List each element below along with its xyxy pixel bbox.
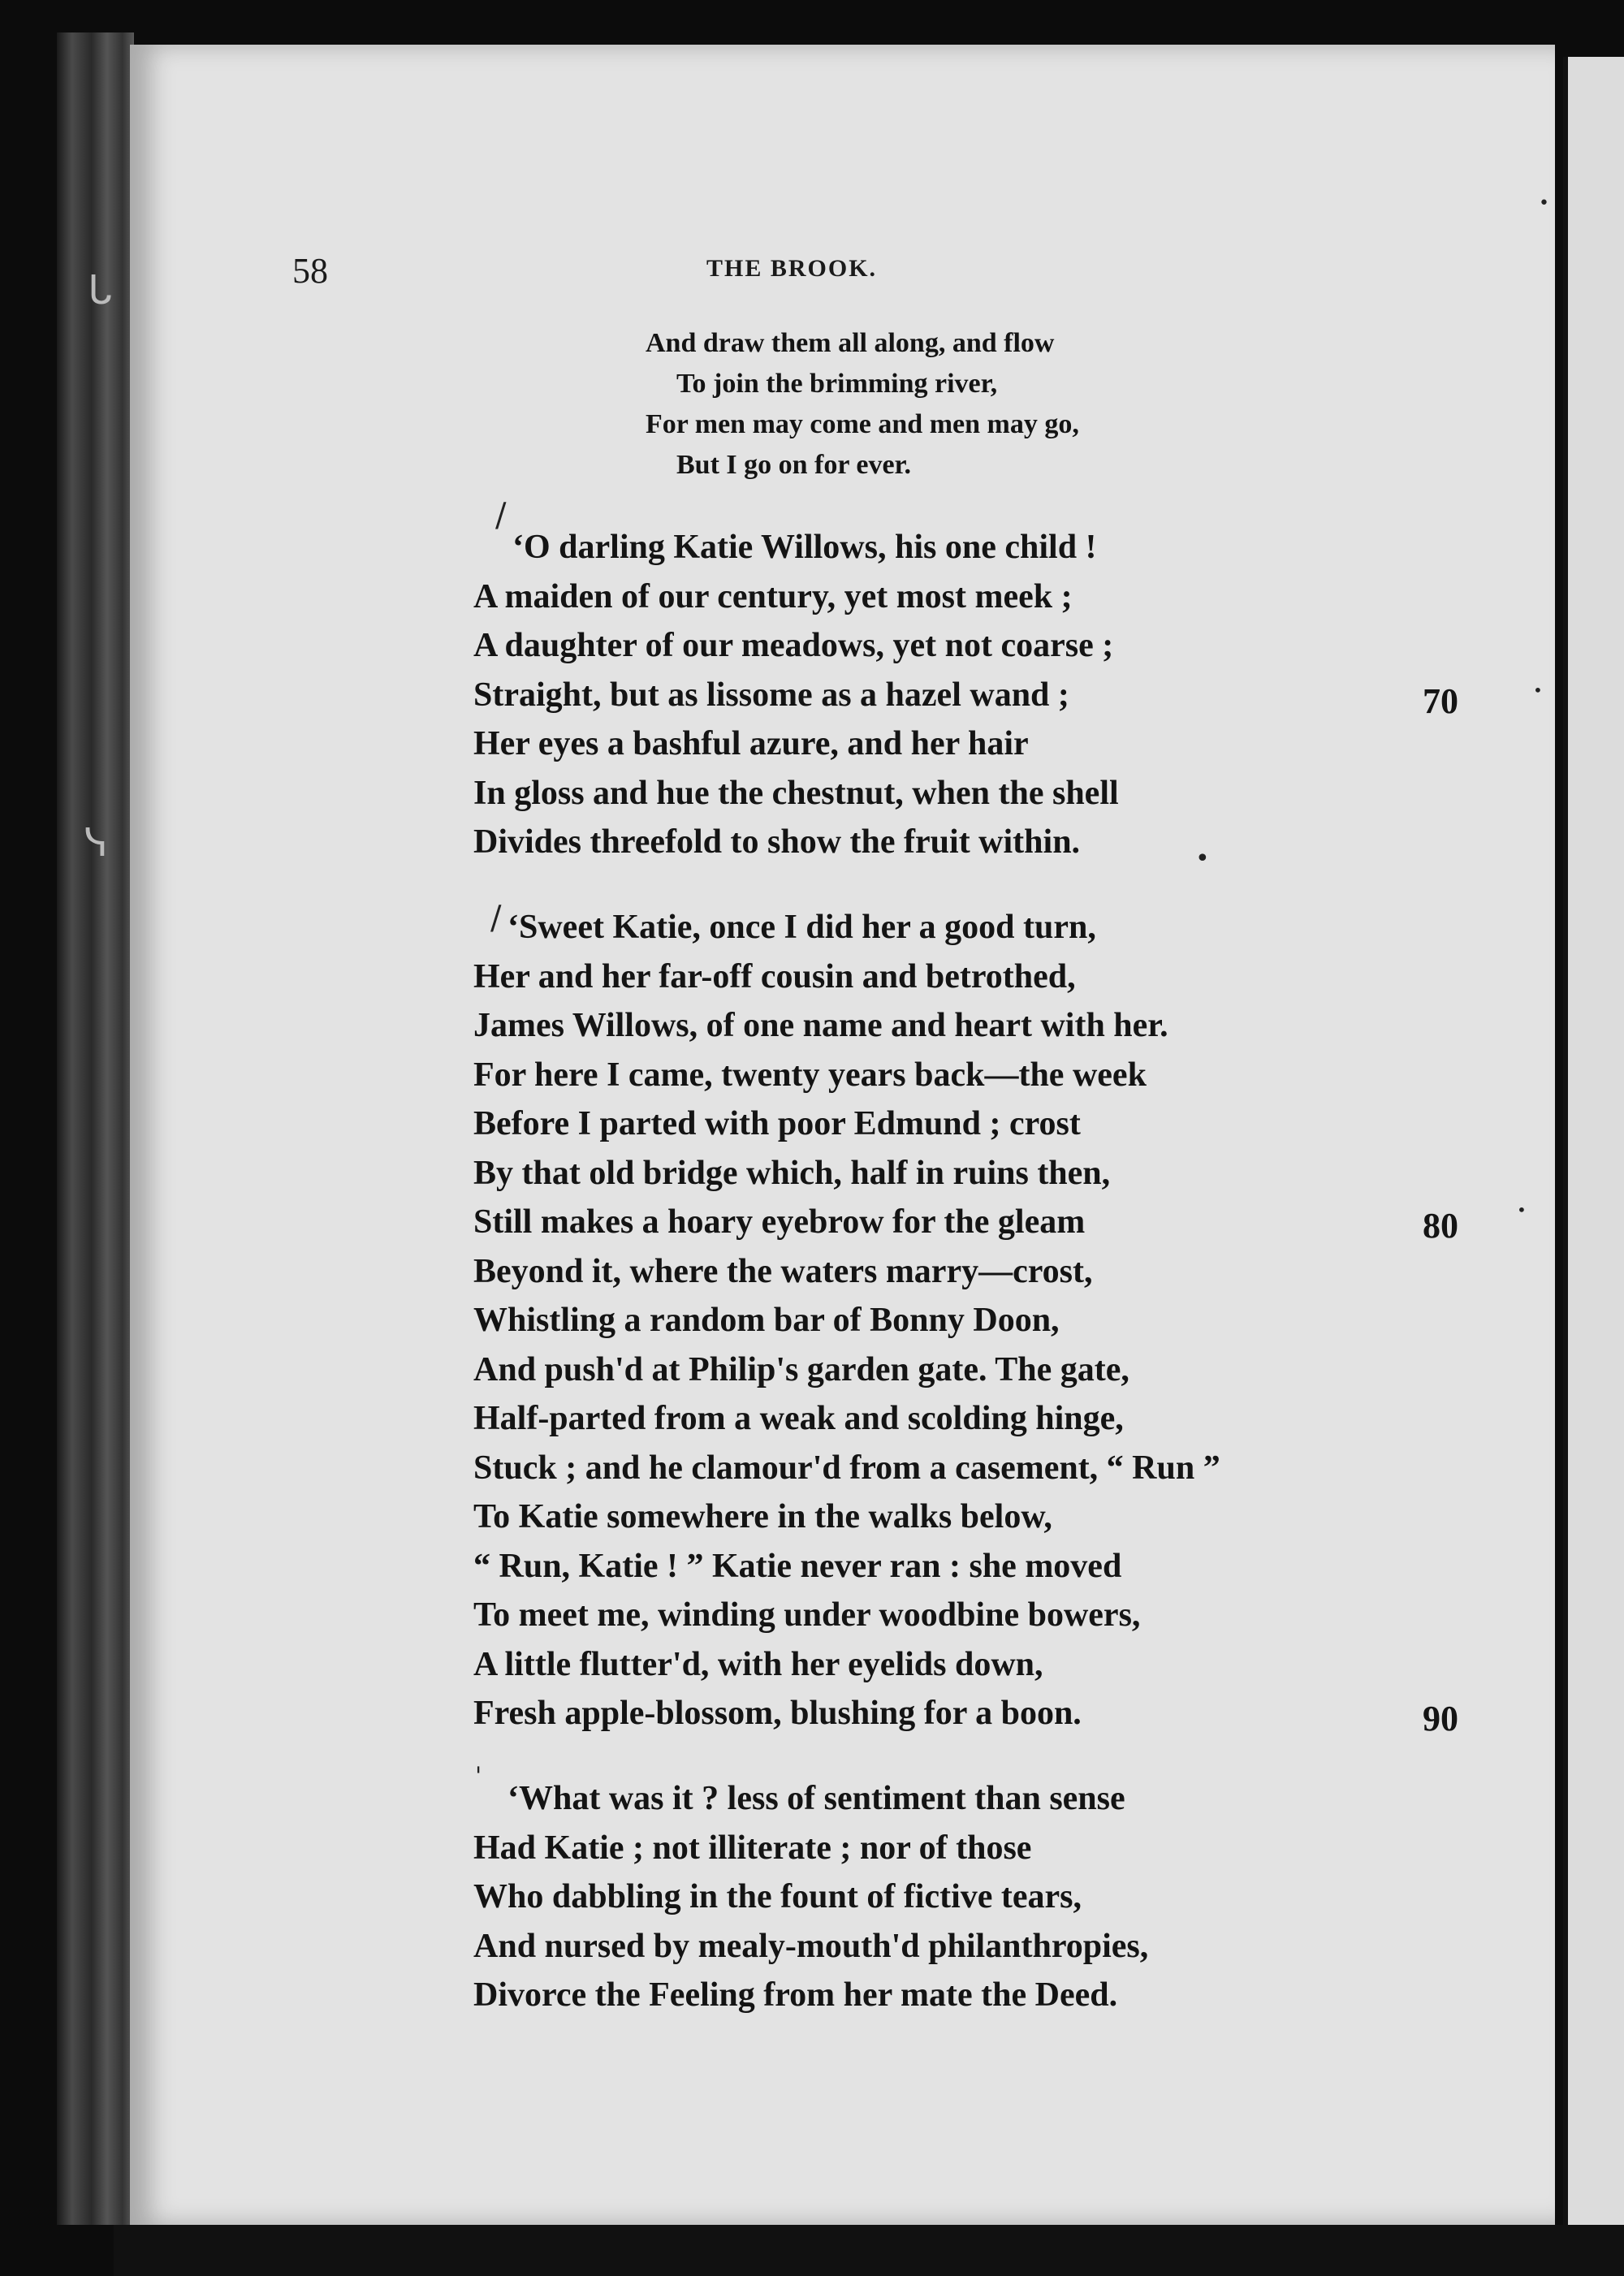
verse-line: For here I came, twenty years back—the week xyxy=(473,1056,1147,1094)
pencil-mark: / xyxy=(495,497,507,534)
verse-line: James Willows, of one name and heart with her. xyxy=(473,1007,1168,1044)
verse-line: Her and her far-off cousin and betrothed, xyxy=(473,957,1076,995)
line-number-70: 70 xyxy=(1423,681,1458,721)
verse-line: ‘Sweet Katie, once I did her a good turn, xyxy=(508,909,1096,946)
verse-line: Divorce the Feeling from her mate the Deed. xyxy=(473,1976,1118,2014)
verse-line: A little flutter'd, with her eyelids down, xyxy=(473,1645,1043,1683)
facing-page-edge xyxy=(1563,57,1624,2225)
verse-line: Stuck ; and he clamour'd from a casement, “ Run ” xyxy=(473,1449,1220,1487)
verse-line: Whistling a random bar of Bonny Doon, xyxy=(473,1302,1060,1339)
verse-line: Still makes a hoary eyebrow for the gleam xyxy=(473,1203,1086,1241)
stanza-1 xyxy=(473,523,1119,867)
running-title: THE BROOK. xyxy=(706,255,878,282)
verse-line: Half-parted from a weak and scolding hinge, xyxy=(473,1400,1124,1437)
pencil-mark: ' xyxy=(475,1762,482,1790)
verse-line: Had Katie ; not illiterate ; nor of those xyxy=(473,1829,1032,1867)
verse-line: Straight, but as lissome as a hazel wand ; xyxy=(473,676,1069,714)
verse-line: Fresh apple-blossom, blushing for a boon. xyxy=(473,1695,1082,1732)
spine-mark: ᓭ xyxy=(84,820,108,866)
verse-line: Who dabbling in the fount of fictive tears, xyxy=(473,1878,1082,1915)
stanza-2 xyxy=(473,903,1220,1738)
stray-dot: • xyxy=(1533,680,1543,700)
verse-line: A maiden of our century, yet most meek ; xyxy=(473,577,1073,615)
verse-line: And nursed by mealy-mouth'd philanthropies, xyxy=(473,1927,1149,1965)
pencil-dot: • xyxy=(1195,844,1210,873)
verse-line: Beyond it, where the waters marry—crost, xyxy=(473,1252,1093,1290)
verse-line: A daughter of our meadows, yet not coarse ; xyxy=(473,627,1114,664)
pencil-mark: / xyxy=(490,900,502,937)
verse-line: By that old bridge which, half in ruins then, xyxy=(473,1154,1111,1192)
verse-line: To Katie somewhere in the walks below, xyxy=(473,1498,1052,1535)
page-bottom-edge xyxy=(114,2225,1624,2276)
verse-line: For men may come and men may go, xyxy=(646,409,1079,439)
spine-mark: ᒐ xyxy=(88,268,113,313)
book-spine xyxy=(57,32,134,2225)
verse-line: Her eyes a bashful azure, and her hair xyxy=(473,725,1029,762)
stanza-3 xyxy=(473,1774,1148,2020)
line-number-80: 80 xyxy=(1423,1206,1458,1246)
verse-line: ‘What was it ? less of sentiment than sense xyxy=(508,1780,1125,1817)
verse-line: And draw them all along, and flow xyxy=(646,328,1055,358)
verse-line: But I go on for ever. xyxy=(676,450,911,480)
verse-line: And push'd at Philip's garden gate. The gate, xyxy=(473,1350,1129,1388)
verse-line: “ Run, Katie ! ” Katie never ran : she moved xyxy=(473,1547,1122,1585)
verse-line: To meet me, winding under woodbine bowers, xyxy=(473,1596,1141,1634)
verse-line: Before I parted with poor Edmund ; crost xyxy=(473,1105,1081,1142)
page-number: 58 xyxy=(292,251,328,291)
refrain-block xyxy=(646,323,1079,486)
verse-line: Divides threefold to show the fruit within. xyxy=(473,823,1081,861)
stray-dot: • xyxy=(1539,193,1549,214)
stray-dot: • xyxy=(1517,1200,1527,1220)
verse-line: ‘O darling Katie Willows, his one child ! xyxy=(512,529,1097,566)
verse-line: In gloss and hue the chestnut, when the shell xyxy=(473,774,1119,812)
line-number-90: 90 xyxy=(1423,1699,1458,1738)
verse-line: To join the brimming river, xyxy=(676,369,998,399)
